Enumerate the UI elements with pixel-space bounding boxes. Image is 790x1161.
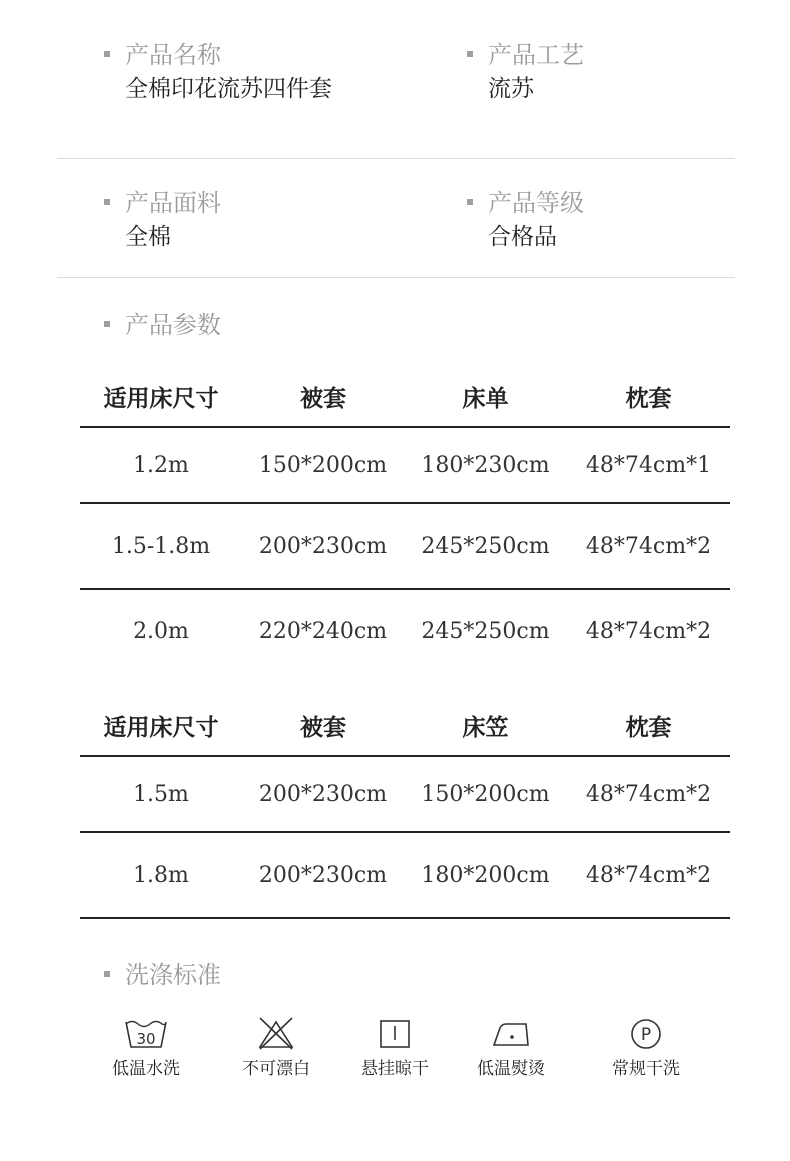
info-cell-name [57, 40, 332, 104]
params-section [57, 310, 457, 340]
info-cell-craft [420, 40, 584, 104]
bullet-square-icon [467, 199, 473, 205]
table-cell: 180*200cm [404, 832, 567, 918]
table-cell: 200*230cm [242, 832, 404, 918]
dry-clean-icon [628, 1016, 664, 1050]
table-header: 被套 [242, 695, 404, 756]
info-value: 合格品 [488, 224, 557, 250]
hang-dry-icon [378, 1016, 412, 1050]
table-cell: 48*74cm*2 [567, 756, 730, 832]
table-row [80, 503, 730, 589]
table-cell: 150*200cm [242, 427, 404, 503]
table-header: 枕套 [567, 695, 730, 756]
low-iron-icon [490, 1016, 532, 1050]
params-label: 产品参数 [125, 311, 221, 339]
info-cell-fabric [57, 159, 221, 252]
table-row [80, 832, 730, 918]
info-label: 产品面料 [125, 189, 221, 217]
table-row [80, 589, 730, 673]
info-value: 全棉 [125, 224, 171, 250]
table-header: 床笠 [404, 695, 567, 756]
table-cell: 48*74cm*2 [567, 832, 730, 918]
info-value: 全棉印花流苏四件套 [125, 76, 332, 102]
info-row-1 [57, 40, 735, 159]
wash-item [233, 1016, 319, 1079]
wash-text: 不可漂白 [242, 1059, 310, 1079]
wash-item [103, 1016, 189, 1079]
info-label: 产品等级 [488, 189, 584, 217]
table-row [80, 756, 730, 832]
table-header-row [80, 695, 730, 756]
table-header: 床单 [404, 366, 567, 427]
wash-label: 洗涤标准 [125, 961, 221, 989]
bullet-square-icon [104, 321, 110, 327]
table-cell: 1.2m [80, 427, 242, 503]
spec-table-2 [80, 695, 730, 919]
table-cell: 48*74cm*2 [585, 619, 712, 644]
table-header: 被套 [242, 366, 404, 427]
wash-item [468, 1016, 554, 1079]
table-cell: 180*230cm [404, 427, 567, 503]
info-row-2 [57, 159, 735, 278]
wash-text: 低温水洗 [112, 1059, 180, 1079]
table-row [80, 427, 730, 503]
table-cell: 220*240cm [258, 619, 388, 644]
svg-text:30: 30 [136, 1030, 156, 1048]
bullet-square-icon [467, 51, 473, 57]
table-cell: 48*74cm*2 [567, 503, 730, 589]
table-cell: 150*200cm [404, 756, 567, 832]
table-header-row [80, 366, 730, 427]
wash-item [603, 1016, 689, 1079]
wash-text: 低温熨烫 [477, 1059, 545, 1079]
table-cell: 200*230cm [242, 503, 404, 589]
info-value: 流苏 [488, 76, 534, 102]
table-cell: 48*74cm*1 [567, 427, 730, 503]
table-cell: 245*250cm [404, 503, 567, 589]
table-header: 适用床尺寸 [80, 366, 242, 427]
wash-text: 悬挂晾干 [361, 1059, 429, 1079]
table-cell: 200*230cm [242, 756, 404, 832]
info-label: 产品名称 [125, 41, 221, 69]
info-label: 产品工艺 [488, 41, 584, 69]
svg-text:P: P [640, 1025, 652, 1045]
table-header: 适用床尺寸 [80, 695, 242, 756]
no-bleach-icon [256, 1016, 296, 1050]
table-cell: 245*250cm [421, 619, 550, 644]
wash-section [57, 960, 457, 990]
table-cell: 2.0m [133, 619, 189, 644]
table-header: 枕套 [567, 366, 730, 427]
wash-30-icon [123, 1016, 169, 1050]
table-cell: 1.5-1.8m [80, 503, 242, 589]
bullet-square-icon [104, 971, 110, 977]
spec-table-1 [80, 366, 730, 673]
table-cell: 1.5m [80, 756, 242, 832]
info-cell-grade [420, 159, 584, 252]
bullet-square-icon [104, 199, 110, 205]
bullet-square-icon [104, 51, 110, 57]
wash-text: 常规干洗 [612, 1059, 680, 1079]
table-cell: 1.8m [80, 832, 242, 918]
wash-item [352, 1016, 438, 1079]
